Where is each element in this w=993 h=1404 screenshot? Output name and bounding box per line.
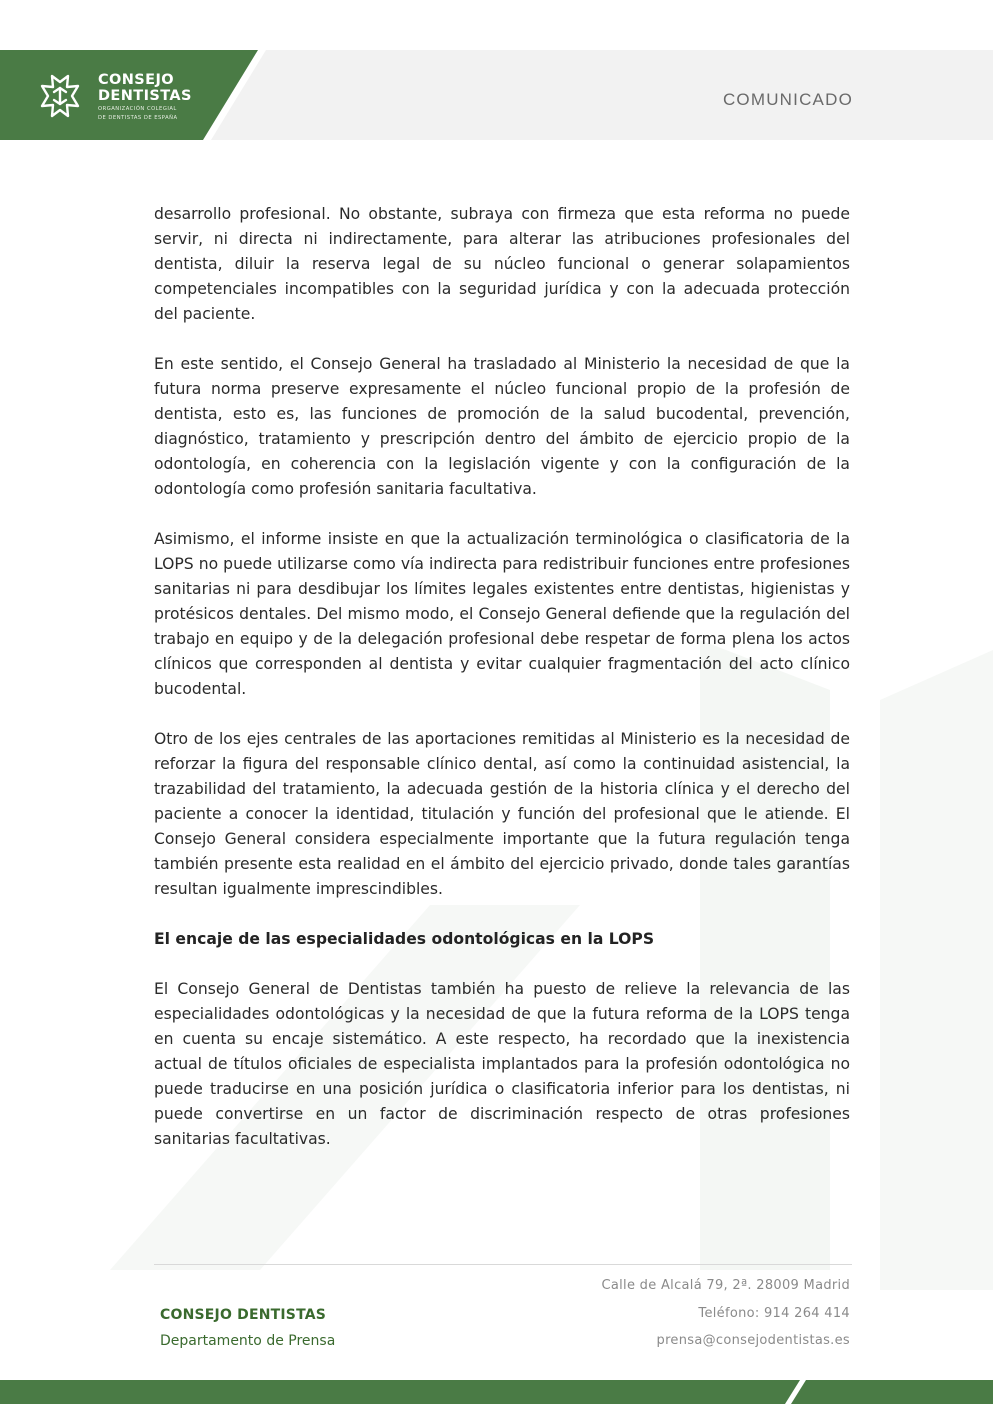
section-heading: El encaje de las especialidades odontológicas en la LOPS xyxy=(154,930,655,948)
paragraph-3: Asimismo, el informe insiste en que la actualización terminológica o clasificatoria de la LOPS no puede utilizarse como vía indirecta para redistribuir funciones entre profesiones sanitarias ni para desdibujar los límites legales existentes entre dentistas, higienistas y protésicos dentales. Del mismo modo, el Consejo General defiende que la regulación del trabajo en equipo y de la delegación profesional debe respetar de forma plena los actos clínicos que corresponden al dentista y evitar cualquier fragmentación del acto clínico bucodental. xyxy=(154,530,850,698)
paragraph-1: desarrollo profesional. No obstante, subraya con firmeza que esta reforma no puede servir, ni directa ni indirectamente, para alterar las atribuciones profesionales del dentista, diluir la reserva legal de su núcleo funcional o generar solapamientos competenciales incompatibles con la seguridad jurídica y con la adecuada protección del paciente. xyxy=(154,205,850,323)
article-body xyxy=(154,202,850,1177)
footer-phone: Teléfono: 914 264 414 xyxy=(698,1306,850,1321)
paragraph-4: Otro de los ejes centrales de las aportaciones remitidas al Ministerio es la necesidad de reforzar la figura del responsable clínico dental, así como la continuidad asistencial, la trazabilidad del tratamiento, la adecuada gestión de la historia clínica y el derecho del paciente a conocer la identidad, titulación y función del profesional que le atiende. El Consejo General considera especialmente importante que la futura regulación tenga también presente esta realidad en el ámbito del ejercicio privado, donde tales garantías resultan igualmente imprescindibles. xyxy=(154,730,850,898)
logo-line2: DENTISTAS xyxy=(98,88,192,104)
footer-org-name: CONSEJO DENTISTAS xyxy=(160,1307,327,1323)
footer-divider xyxy=(154,1264,852,1265)
paragraph-2: En este sentido, el Consejo General ha trasladado al Ministerio la necesidad de que la futura norma preserve expresamente el núcleo funcional propio de la profesión de dentista, esto es, las funciones de promoción de la salud bucodental, prevención, diagnóstico, tratamiento y prescripción dentro del ámbito de ejercicio propio de la odontología, en coherencia con la legislación vigente y con la configuración de la odontología como profesión sanitaria facultativa. xyxy=(154,355,850,498)
document-type-label: COMUNICADO xyxy=(722,90,853,109)
header-band xyxy=(0,50,993,140)
logo-line1: CONSEJO xyxy=(98,72,174,88)
footer-band xyxy=(0,1380,993,1404)
paragraph-5: El Consejo General de Dentistas también ha puesto de relieve la relevancia de las especialidades odontológicas y la necesidad de que la futura reforma de la LOPS tenga en cuenta su encaje sistemático. A este respecto, ha recordado que la inexistencia actual de títulos oficiales de especialista implantados para la profesión odontológica no puede traducirse en una posición jurídica o clasificatoria inferior para los dentistas, ni puede convertirse en un factor de discriminación respecto de otras profesiones sanitarias facultativas. xyxy=(154,980,850,1148)
logo-sub2: DE DENTISTAS DE ESPAÑA xyxy=(98,114,178,121)
footer-address: Calle de Alcalá 79, 2ª. 28009 Madrid xyxy=(601,1278,850,1293)
footer-email[interactable]: prensa@consejodentistas.es xyxy=(656,1333,850,1348)
logo-wordmark xyxy=(98,72,192,121)
footer-department: Departamento de Prensa xyxy=(160,1333,336,1349)
logo-sub1: ORGANIZACIÓN COLEGIAL xyxy=(98,106,177,112)
dental-cross-icon xyxy=(34,70,86,122)
